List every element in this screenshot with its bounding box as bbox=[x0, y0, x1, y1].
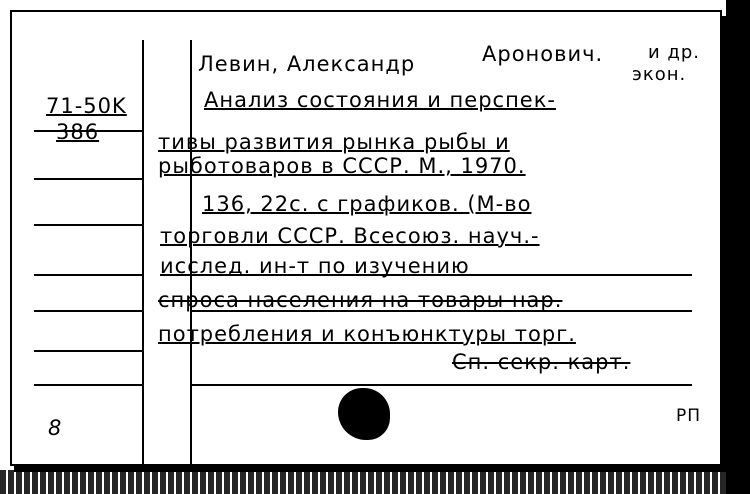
rule bbox=[34, 274, 144, 276]
call-number-secondary: 386 bbox=[56, 120, 100, 144]
rule bbox=[192, 384, 692, 386]
series-line: спроса населения на товары нар. bbox=[158, 288, 563, 312]
margin-rule-right bbox=[190, 40, 192, 464]
punch-hole bbox=[338, 388, 390, 440]
call-number: 71-50K bbox=[46, 94, 127, 118]
series-line: торговли СССР. Всесоюз. науч.- bbox=[160, 224, 540, 248]
scan-border-bottom bbox=[0, 470, 750, 494]
note-subject: экон. bbox=[632, 64, 687, 85]
author-patronymic: Аронович. bbox=[482, 42, 604, 66]
rule bbox=[34, 350, 144, 352]
imprint-line: 136, 22с. с графиков. (М-во bbox=[202, 192, 532, 216]
title-line: Анализ состояния и перспек- bbox=[204, 88, 556, 112]
note-coauthors: и др. bbox=[648, 42, 701, 63]
stamp-mark: РП bbox=[676, 406, 702, 426]
rule bbox=[34, 224, 144, 226]
card-number: 8 bbox=[48, 416, 63, 440]
title-line: рыботоваров в СССР. М., 1970. bbox=[158, 154, 526, 178]
restriction-note: Сп. секр. карт. bbox=[452, 350, 631, 374]
scan-border-right bbox=[726, 0, 750, 494]
rule bbox=[34, 178, 144, 180]
rule bbox=[34, 310, 144, 312]
margin-rule-left bbox=[142, 40, 144, 464]
title-line: тивы развития рынка рыбы и bbox=[158, 130, 510, 154]
rule bbox=[34, 384, 144, 386]
series-line: исслед. ин-т по изучению bbox=[160, 254, 470, 278]
author-name: Левин, Александр bbox=[198, 52, 416, 76]
series-line: потребления и конъюнктуры торг. bbox=[158, 322, 576, 346]
